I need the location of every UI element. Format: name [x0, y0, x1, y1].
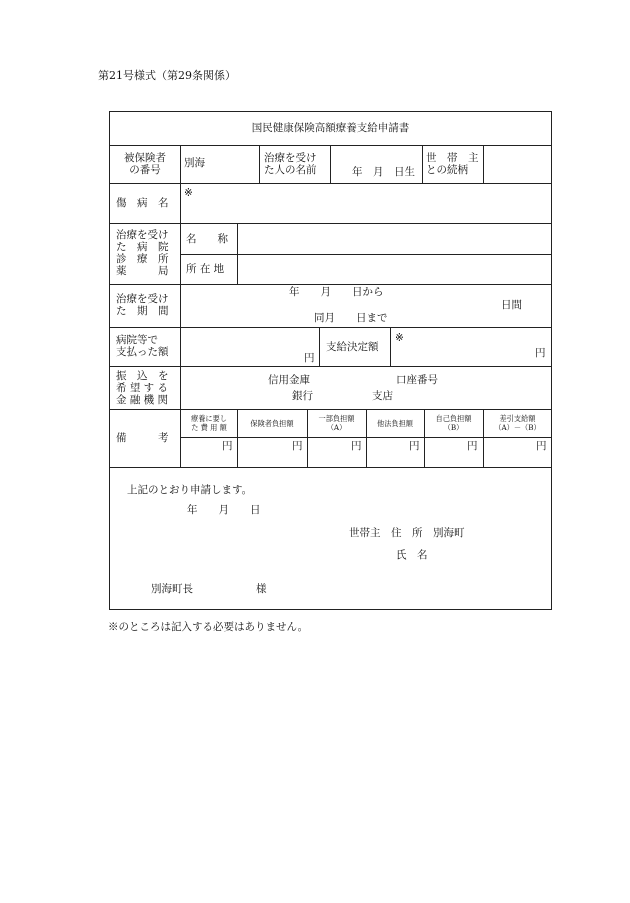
remarks-label: 備 考 — [116, 432, 169, 444]
bank-label: 振 込 を 希 望 す る 金 融 機 関 — [116, 370, 169, 406]
bank-bank: 銀行 — [292, 390, 313, 402]
row-divider — [109, 183, 552, 184]
application-date: 年 月 日 — [187, 504, 261, 516]
decided-yen: 円 — [535, 347, 546, 359]
row-divider — [109, 409, 552, 410]
remarks-yen: 円 — [409, 440, 420, 452]
application-form — [109, 111, 552, 610]
head-relation-label: 世 帯 主 との続柄 — [426, 152, 479, 176]
column-divider — [237, 409, 238, 467]
row-divider — [109, 327, 552, 328]
remarks-yen: 円 — [536, 440, 547, 452]
period-from: 年 月 日から — [289, 286, 384, 298]
column-divider — [422, 145, 423, 183]
hospital-name-label: 名 称 — [186, 233, 228, 245]
remarks-yen: 円 — [467, 440, 478, 452]
honorific: 様 — [256, 583, 267, 595]
column-divider — [366, 409, 367, 467]
bank-credit: 信用金庫 — [268, 374, 310, 386]
hospital-label: 治療を受け た 病 院 診 療 所 薬 局 — [116, 229, 169, 277]
insured-number-value: 別海 — [184, 157, 205, 169]
decided-amount-label: 支給決定額 — [326, 341, 379, 353]
remarks-col-header: 他法負担額 — [377, 419, 413, 428]
paid-yen: 円 — [304, 352, 315, 364]
remarks-col-header: 差引支給額 （A）－（B） — [494, 414, 541, 432]
column-divider — [483, 145, 484, 183]
column-divider — [390, 327, 391, 366]
treatment-period-label: 治療を受け た 期 間 — [116, 293, 169, 317]
form-number: 第21号様式（第29条関係） — [98, 69, 236, 82]
bank-account: 口座番号 — [396, 374, 438, 386]
remarks-yen: 円 — [292, 440, 303, 452]
footnote: ※のところは記入する必要はありません。 — [108, 621, 309, 633]
insured-number-label: 被保険者 の番号 — [124, 152, 166, 176]
days-label: 日間 — [501, 299, 522, 311]
declaration-text: 上記のとおり申請します。 — [127, 484, 253, 496]
column-divider — [237, 223, 238, 284]
remarks-yen: 円 — [222, 440, 233, 452]
remarks-yen: 円 — [351, 440, 362, 452]
remarks-col-header: 一部負担額 （A） — [318, 414, 355, 432]
disease-label: 傷 病 名 — [116, 197, 169, 209]
disease-mark: ※ — [184, 187, 193, 199]
remarks-col-header: 保険者負担額 — [250, 419, 294, 428]
paid-amount-label: 病院等で 支払った額 — [116, 334, 169, 358]
decided-mark: ※ — [395, 332, 404, 344]
remarks-col-header: 療養に要し た 費 用 額 — [191, 414, 227, 432]
column-divider — [330, 145, 331, 183]
row-divider — [109, 366, 552, 367]
period-to: 同月 日まで — [314, 312, 388, 324]
hospital-address-label: 所 在 地 — [186, 263, 225, 275]
bank-branch: 支店 — [372, 390, 393, 402]
column-divider — [259, 145, 260, 183]
row-divider — [180, 254, 552, 255]
row-divider — [109, 284, 552, 285]
column-divider — [180, 145, 181, 467]
addressee: 別海町長 — [151, 583, 193, 595]
birth-date-label: 年 月 日生 — [352, 166, 415, 178]
row-divider — [109, 467, 552, 468]
row-divider — [109, 223, 552, 224]
column-divider — [319, 327, 320, 366]
form-title: 国民健康保険高額療養支給申請書 — [251, 122, 410, 134]
patient-name-label: 治療を受け た人の名前 — [264, 152, 317, 176]
remarks-col-header: 自己負担額 （B） — [435, 414, 472, 432]
applicant-name: 氏 名 — [396, 549, 428, 561]
applicant-address: 世帯主 住 所 別海町 — [349, 527, 465, 539]
